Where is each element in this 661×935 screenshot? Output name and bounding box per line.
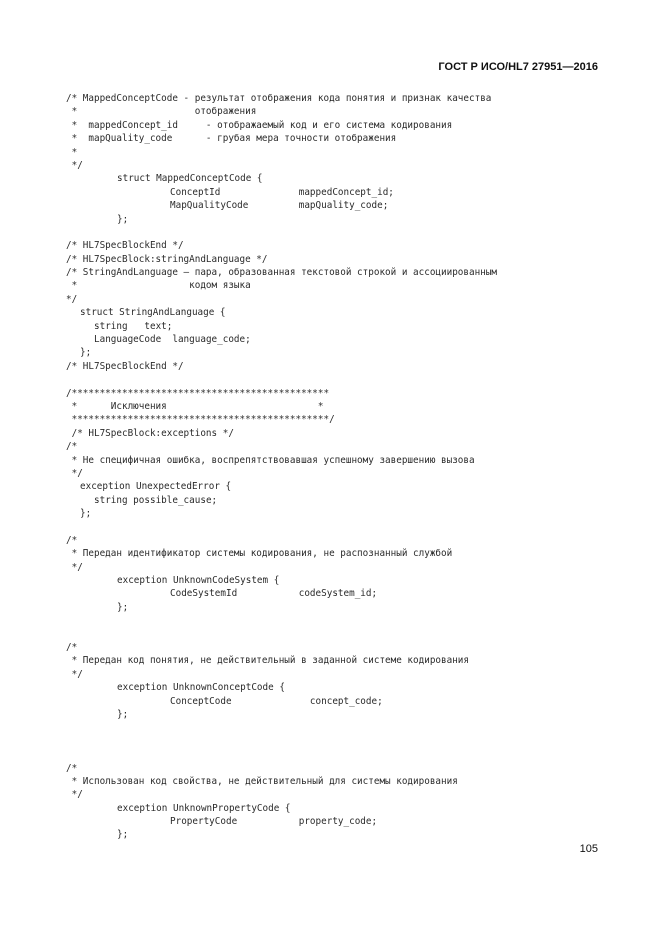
code-line: /* MappedConceptCode - результат отображения кода понятия и признак качества: [66, 93, 492, 104]
code-line: LanguageCode language_code;: [94, 334, 251, 346]
code-line: * Не специфичная ошибка, воспрепятствовавшая успешному завершению вызова: [66, 454, 475, 466]
code-line: /* StringAndLanguage — пара, образованная текстовой строкой и ассоциированным: [66, 267, 497, 279]
code-line: [0, 721, 661, 734]
code-line: MapQualityCode mapQuality_code;: [170, 200, 389, 212]
code-line: /* HL7SpecBlockEnd */: [66, 240, 184, 252]
code-line: */: [66, 293, 78, 305]
code-line: exception UnknownConceptCode {: [117, 682, 285, 694]
code-line: [0, 614, 661, 627]
code-line: };: [117, 708, 129, 720]
code-line: * mapQuality_code - грубая мера точности отображения: [66, 133, 397, 145]
document-header: ГОСТ Р ИСО/HL7 27951—2016: [438, 61, 598, 73]
code-line: * отображения: [66, 106, 257, 118]
code-line: /*: [66, 762, 78, 774]
code-line: */: [66, 467, 83, 479]
code-line: ConceptId mappedConcept_id;: [170, 186, 394, 198]
page-number: 105: [579, 843, 598, 855]
code-line: };: [80, 508, 92, 520]
code-line: */: [66, 561, 83, 573]
code-line: *: [66, 146, 78, 158]
code-line: /*: [66, 441, 78, 453]
code-line: /*: [66, 534, 78, 546]
code-line: * Использован код свойства, не действительный для системы кодирования: [66, 775, 458, 787]
code-line: PropertyCode property_code;: [170, 816, 378, 828]
code-line: exception UnknownPropertyCode {: [117, 802, 291, 814]
code-line: * mappedConcept_id - отображаемый код и его система кодирования: [66, 119, 453, 131]
code-line: */: [66, 668, 83, 680]
code-line: * Передан идентификатор системы кодирования, не распознанный службой: [66, 548, 453, 560]
code-line: [0, 226, 661, 239]
code-line: * Передан код понятия, не действительный в заданной системе кодирования: [66, 655, 469, 667]
code-line: */: [66, 159, 83, 171]
code-line: };: [117, 829, 129, 841]
code-line: struct StringAndLanguage {: [80, 307, 226, 319]
code-listing: [0, 92, 661, 842]
code-line: string text;: [94, 320, 173, 332]
code-line: */: [66, 789, 83, 801]
code-line: [0, 735, 661, 748]
code-line: exception UnexpectedError {: [80, 481, 232, 493]
code-line: [0, 373, 661, 386]
code-line: };: [117, 601, 129, 613]
code-line: struct MappedConceptCode {: [117, 173, 263, 185]
code-line: exception UnknownCodeSystem {: [117, 575, 280, 587]
code-line: [0, 748, 661, 761]
code-line: * кодом языка: [66, 280, 251, 292]
code-line: /* HL7SpecBlock:exceptions */: [66, 427, 234, 439]
code-line: **********************************************/: [66, 414, 335, 426]
code-line: /* HL7SpecBlockEnd */: [66, 360, 184, 372]
code-line: string possible_cause;: [94, 494, 218, 506]
code-line: ConceptCode concept_code;: [170, 695, 383, 707]
code-line: };: [117, 213, 129, 225]
code-line: [0, 521, 661, 534]
code-line: * Исключения *: [66, 400, 324, 412]
code-line: CodeSystemId codeSystem_id;: [170, 588, 378, 600]
code-line: /**********************************************: [66, 387, 330, 399]
code-line: /* HL7SpecBlock:stringAndLanguage */: [66, 253, 268, 265]
code-line: /*: [66, 642, 78, 654]
code-line: [0, 628, 661, 641]
code-line: };: [80, 347, 92, 359]
